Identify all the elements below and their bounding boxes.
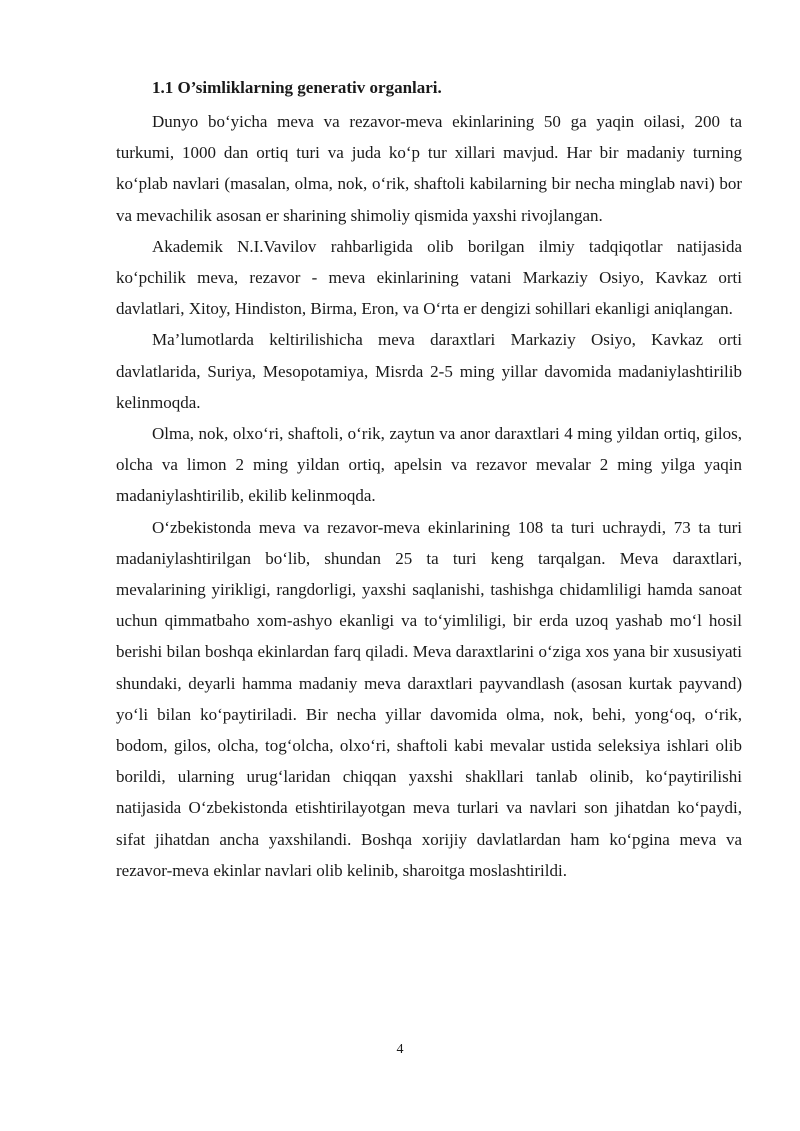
section-heading: 1.1 O’simliklarning generativ organlari. [152,78,442,97]
paragraph-4: Olma, nok, olxo‘ri, shaftoli, o‘rik, zaytun va anor daraxtlari 4 ming yildan ortiq, gilos, olcha va limon 2 ming yildan ortiq, apelsin va rezavor mevalar 2 ming yilga yaqin madaniylashtirilib, ekilib kelinmoqda. [116,424,742,506]
page-number: 4 [396,1042,404,1057]
page-content [116,74,742,886]
paragraph-1: Dunyo bo‘yicha meva va rezavor-meva ekinlarining 50 ga yaqin oilasi, 200 ta turkumi, 1000 dan ortiq turi va juda ko‘p tur xillari mavjud. Har bir madaniy turning ko‘plab navlari (masalan, olma, nok, o‘rik, shaftoli kabilarning bir necha minglab navi) bor va mevachilik asosan er sharining shimoliy qismida yaxshi rivojlangan. [116,112,742,225]
paragraph-5: O‘zbekistonda meva va rezavor-meva ekinlarining 108 ta turi uchraydi, 73 ta turi madaniylashtirilgan bo‘lib, shundan 25 ta turi keng tarqalgan. Meva daraxtlari, mevalarining yirikligi, rangdorligi, yaxshi saqlanishi, tashishga chidamliligi hamda sanoat uchun qimmatbaho xom-ashyo ekanligi va to‘yimliligi, bir erda uzoq yashab mo‘l hosil berishi bilan boshqa ekinlardan farq qiladi. Meva daraxtlarini o‘ziga xos yana bir xususiyati shundaki, deyarli hamma madaniy meva daraxtlari payvandlash (asosan kurtak payvand) yo‘li bilan ko‘paytiriladi. Bir necha yillar davomida olma, nok, behi, yong‘oq, o‘rik, bodom, gilos, olcha, tog‘olcha, olxo‘ri, shaftoli kabi mevalar ustida seleksiya ishlari olib borildi, ularning urug‘laridan chiqqan yaxshi shakllari tanlab olinib, ko‘paytirilishi natijasida O‘zbekistonda etishtirilayotgan meva turlari va navlari son jihatdan ko‘paydi, sifat jihatdan ancha yaxshilandi. Boshqa xorijiy davlatlardan ham ko‘pgina meva va rezavor-meva ekinlar navlari olib kelinib, sharoitga moslashtirildi. [116,517,742,880]
paragraph-3: Ma’lumotlarda keltirilishicha meva daraxtlari Markaziy Osiyo, Kavkaz orti davlatlarida, Suriya, Mesopotamiya, Misrda 2-5 ming yillar davomida madaniylashtirilib kelinmoqda. [116,330,742,412]
paragraph-2: Akademik N.I.Vavilov rahbarligida olib borilgan ilmiy tadqiqotlar natijasida ko‘pchilik meva, rezavor - meva ekinlarining vatani Markaziy Osiyo, Kavkaz orti davlatlari, Xitoy, Hindiston, Birma, Eron, va O‘rta er dengizi sohillari ekanligi aniqlangan. [116,236,742,319]
